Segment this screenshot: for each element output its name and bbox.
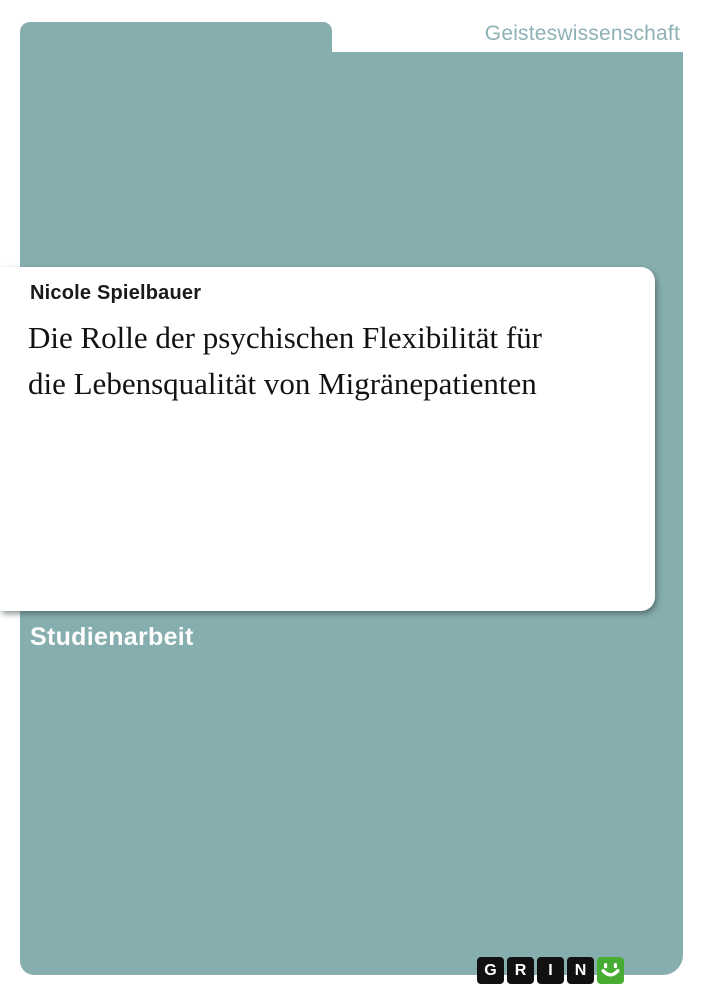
logo-letter-n xyxy=(567,957,594,984)
category-label: Geisteswissenschaft xyxy=(484,22,680,45)
title-card xyxy=(0,267,655,611)
logo-letter-r-text: R xyxy=(514,961,527,979)
document-type-label: Studienarbeit xyxy=(30,623,194,651)
logo-letter-i-text: I xyxy=(548,961,553,979)
publication-title xyxy=(28,315,638,407)
logo-letter-i xyxy=(537,957,564,984)
grin-logo xyxy=(477,957,624,984)
logo-letter-g-text: G xyxy=(484,961,497,979)
title-line-2: die Lebensqualität von Migränepatienten xyxy=(28,366,537,401)
logo-letter-n-text: N xyxy=(574,961,587,979)
smiley-icon xyxy=(597,957,624,984)
logo-letter-g xyxy=(477,957,504,984)
title-line-1: Die Rolle der psychischen Flexibilität für xyxy=(28,320,542,355)
logo-letter-r xyxy=(507,957,534,984)
author-name: Nicole Spielbauer xyxy=(30,282,202,304)
